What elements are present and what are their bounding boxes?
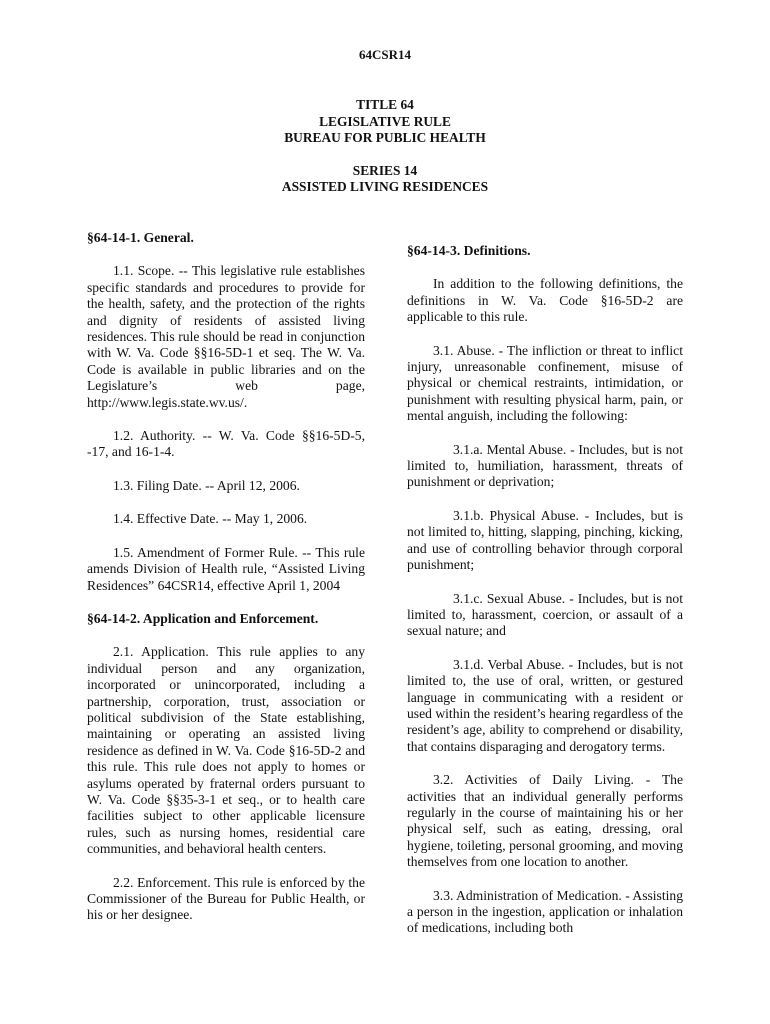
paragraph-2-2: 2.2. Enforcement. This rule is enforced by the Commissioner of the Bureau for Public Health, or his or her designee. <box>87 874 365 923</box>
left-column <box>87 230 365 941</box>
paragraph-1-5: 1.5. Amendment of Former Rule. -- This rule amends Division of Health rule, “Assisted Living Residences” 64CSR14, effective April 1, 2004 <box>87 544 365 593</box>
paragraph-3-1-c: 3.1.c. Sexual Abuse. - Includes, but is not limited to, harassment, coercion, or assault of a sexual nature; and <box>407 590 683 639</box>
paragraph-3-1-d: 3.1.d. Verbal Abuse. - Includes, but is not limited to, the use of oral, written, or gestured language in communicating with a resident or used within the resident’s hearing regardless of the resident’s age, ability to comprehend or disability, that contains disparaging and derogatory terms. <box>407 656 683 754</box>
paragraph-3-1-a: 3.1.a. Mental Abuse. - Includes, but is not limited to, humiliation, harassment, threats of punishment or deprivation; <box>407 441 683 490</box>
section-heading-definitions: §64-14-3. Definitions. <box>407 243 531 258</box>
paragraph-2-1: 2.1. Application. This rule applies to any individual person and any organization, incorporated or unincorporated, including a partnership, corporation, trust, association or political subdivision of the State establishing, maintaining or operating an assisted living residence as defined in W. Va. Code §16-5D-2 and this rule. This rule does not apply to homes or asylums operated by fraternal orders pursuant to W. Va. Code §§35-3-1 et seq., or to health care facilities subject to other applicable licensure rules, such as nursing homes, residential care communities, and behavioral health centers. <box>87 644 365 857</box>
right-column <box>407 243 683 954</box>
document-code: 64CSR14 <box>358 47 411 62</box>
section-heading-general: §64-14-1. General. <box>87 230 194 245</box>
title-block <box>0 97 770 196</box>
series-line: SERIES 14 <box>352 162 418 178</box>
paragraph-3-2: 3.2. Activities of Daily Living. - The activities that an individual generally performs regularly in the course of maintaining his or her physical self, such as eating, dressing, oral hygiene, toileting, personal grooming, and moving themselves from one location to another. <box>407 772 683 870</box>
paragraph-3-1-b: 3.1.b. Physical Abuse. - Includes, but is not limited to, hitting, slapping, pinching, kicking, and use of controlling behavior through corporal punishment; <box>407 507 683 573</box>
paragraph-3-3: 3.3. Administration of Medication. - Assisting a person in the ingestion, application or inhalation of medications, including both <box>407 887 683 936</box>
paragraph-1-3: 1.3. Filing Date. -- April 12, 2006. <box>113 477 300 493</box>
title-line: LEGISLATIVE RULE <box>319 113 451 129</box>
paragraph-3-1: 3.1. Abuse. - The infliction or threat to inflict injury, unreasonable confinement, misuse of physical or chemical restraints, intimidation, or punishment with resulting physical harm, pain, or mental anguish, including the following: <box>407 342 683 424</box>
section-heading-application: §64-14-2. Application and Enforcement. <box>87 610 319 626</box>
paragraph-1-2: 1.2. Authority. -- W. Va. Code §§16-5D-5, -17, and 16-1-4. <box>87 428 365 460</box>
title-line: BUREAU FOR PUBLIC HEALTH <box>284 130 486 146</box>
paragraph-1-4: 1.4. Effective Date. -- May 1, 2006. <box>113 511 308 527</box>
paragraph-3-intro: In addition to the following definitions, the definitions in W. Va. Code §16-5D-2 are applicable to this rule. <box>407 276 683 325</box>
series-line: ASSISTED LIVING RESIDENCES <box>281 179 489 195</box>
title-line: TITLE 64 <box>356 97 414 112</box>
paragraph-1-1: 1.1. Scope. -- This legislative rule establishes specific standards and procedures to provide for the health, safety, and the protection of the rights and dignity of residents of assisted living residences. This rule should be read in conjunction with W. Va. Code §§16-5D-1 et seq. The W. Va. Code is available in public libraries and on the Legislature’s web page, http://www.legis.state.wv.us/. <box>87 263 365 410</box>
